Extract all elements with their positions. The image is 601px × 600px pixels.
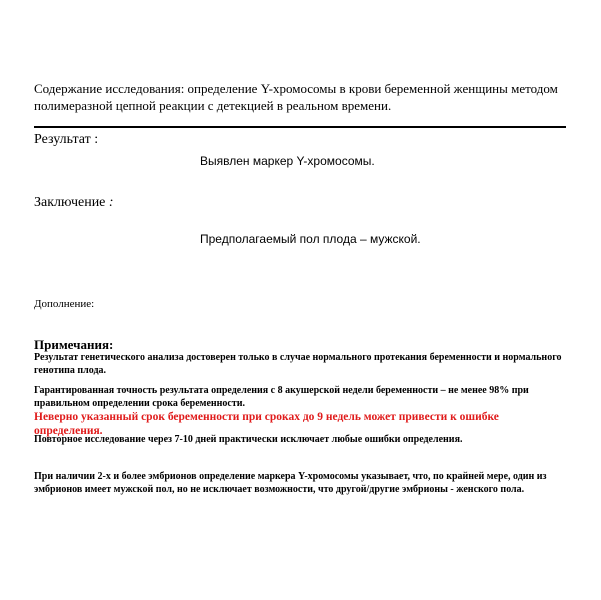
conclusion-label — [34, 194, 114, 211]
notes-title: Примечания: — [34, 337, 114, 352]
conclusion-label-colon: : — [108, 195, 114, 210]
addendum-label: Дополнение: — [34, 298, 95, 310]
result-value: Выявлен маркер Y-хромосомы. — [200, 154, 375, 168]
note-accuracy: Гарантированная точность результата определения с 8 акушерской недели беременности – не менее 98% при правильном определении срока беременности. — [34, 385, 529, 409]
note-warning: Неверно указанный срок беременности при сроках до 9 недель может привести к ошибке определения. — [34, 411, 499, 437]
result-label: Результат : — [34, 132, 99, 147]
study-content-line-1: Содержание исследования: определение Y-хромосомы в крови беременной женщины методом — [34, 81, 558, 96]
section-divider — [34, 126, 566, 128]
note-repeat-test: Повторное исследование через 7-10 дней практически исключает любые ошибки определения. — [34, 434, 463, 445]
study-content-line-2: полимеразной цепной реакции с детекцией в реальном времени. — [34, 98, 392, 113]
conclusion-value: Предполагаемый пол плода – мужской. — [200, 232, 421, 246]
note-validity: Результат генетического анализа достоверен только в случае нормального протекания беременности и нормального генотипа плода. — [34, 352, 562, 376]
note-multiple-embryos: При наличии 2-х и более эмбрионов определение маркера Y-хромосомы указывает, что, по крайней мере, один из эмбрионов имеет мужской пол, но не исключает возможности, что другой/другие эмбрионы - женского пола. — [34, 471, 547, 495]
conclusion-label-text: Заключение — [34, 195, 109, 210]
study-content-description — [34, 80, 564, 114]
